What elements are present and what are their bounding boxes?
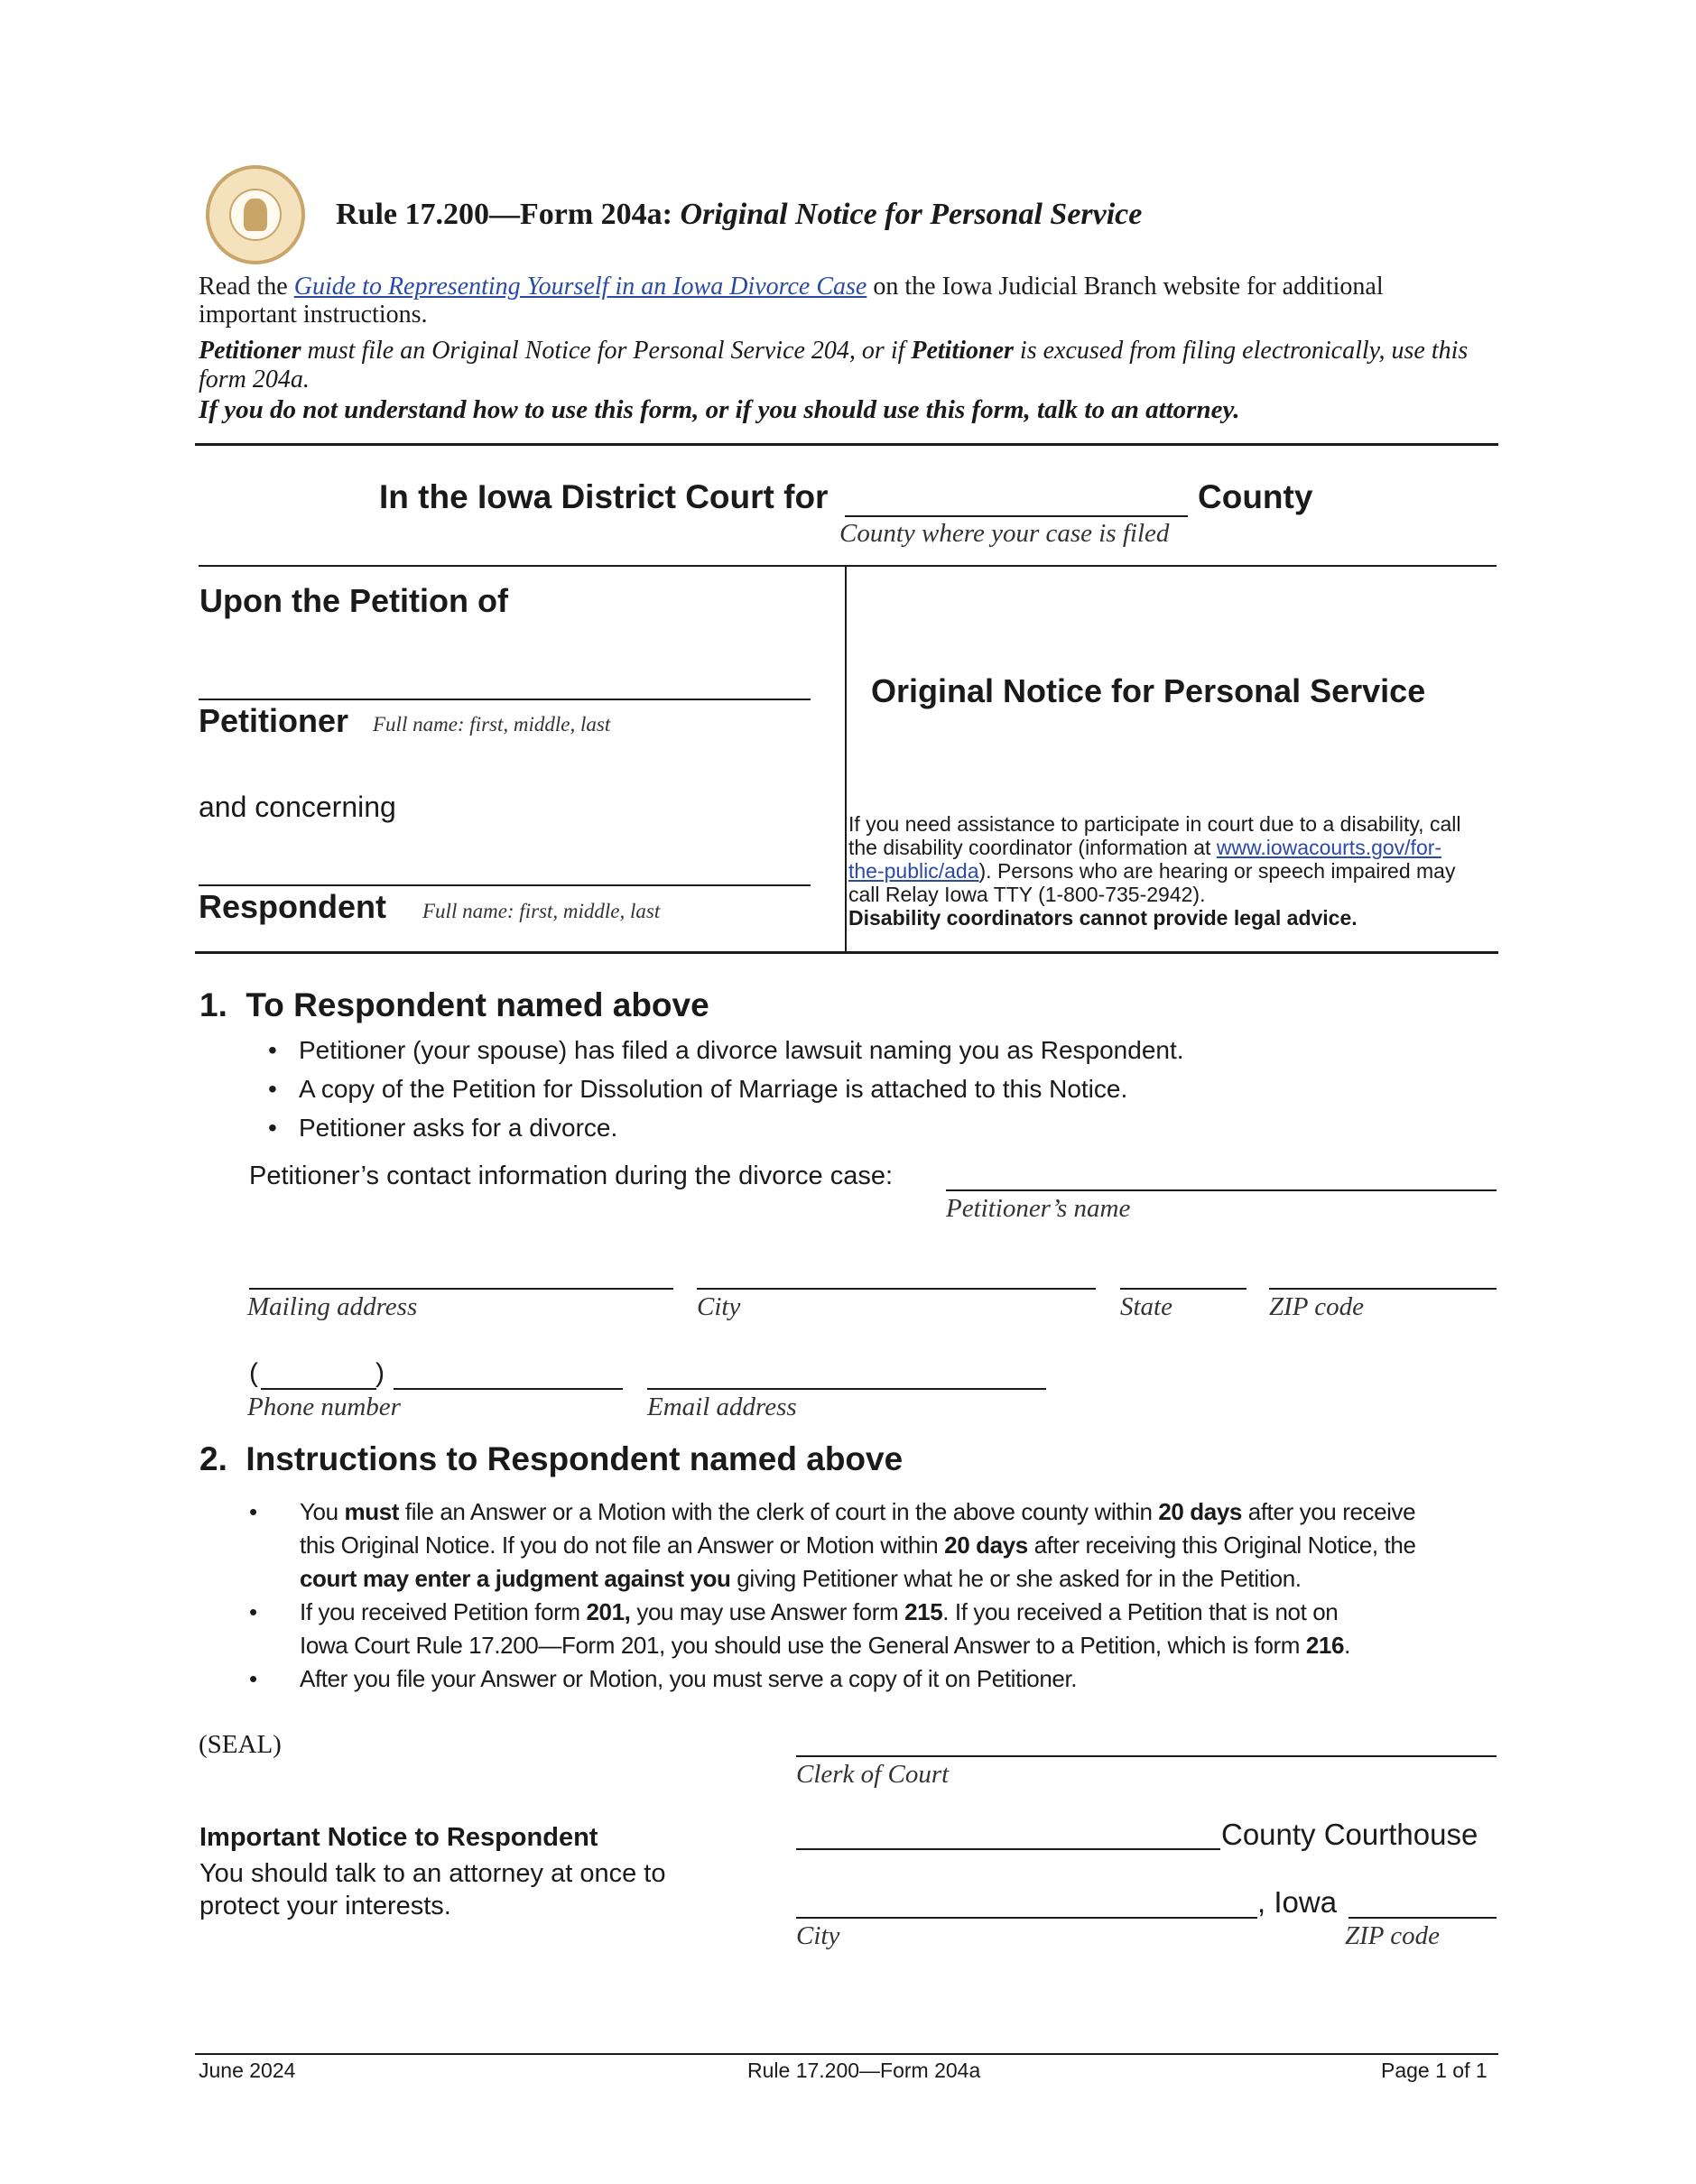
instruction-text: giving Petitioner what he or she asked for in the Petition. — [737, 1565, 1302, 1592]
instruction-text: after receiving this Original Notice, the — [1033, 1532, 1416, 1559]
instruction-text: this Original Notice. If you do not file an Answer or Motion within — [300, 1532, 939, 1559]
ada-link[interactable]: www.iowacourts.gov/for- — [1216, 836, 1442, 859]
court-prefix: In the Iowa District Court for — [379, 478, 829, 515]
instruction-text: You — [300, 1498, 338, 1525]
emphasis: court may enter a judgment against you — [300, 1565, 731, 1592]
respondent-hint: Full name: first, middle, last — [422, 900, 661, 922]
seal-placeholder: (SEAL) — [199, 1730, 282, 1759]
intro-text: is excused from filing electronically, use this — [1019, 337, 1469, 365]
instruction-line — [300, 1629, 1513, 1662]
form-header — [336, 198, 1142, 232]
bullet-icon: • — [268, 1114, 277, 1142]
guide-link[interactable]: Guide to Representing Yourself in an Iowa Divorce Case — [293, 273, 867, 301]
footer-page: Page 1 of 1 — [1381, 2059, 1487, 2082]
instruction-text: . — [1344, 1632, 1350, 1659]
instruction-bullet — [249, 1596, 1513, 1662]
instruction-line — [300, 1562, 1513, 1596]
intro-form-line: form 204a. — [199, 366, 310, 393]
important-notice-text: protect your interests. — [199, 1892, 451, 1920]
city-field[interactable] — [697, 1288, 1096, 1290]
petitioner-term: Petitioner — [199, 337, 301, 365]
courthouse-zip-field[interactable] — [1348, 1917, 1497, 1919]
ada-text: call Relay Iowa TTY (1-800-735-2942). — [848, 883, 1206, 906]
petitioner-contact-name-field[interactable] — [946, 1189, 1497, 1191]
intro-text: Read the — [199, 273, 288, 301]
ada-line — [848, 836, 1498, 859]
phone-caption: Phone number — [247, 1393, 401, 1421]
section-number: 2. — [199, 1440, 227, 1477]
clerk-caption: Clerk of Court — [796, 1760, 950, 1789]
instruction-line — [300, 1596, 1513, 1629]
footer-divider — [195, 2053, 1498, 2055]
footer-form: Rule 17.200—Form 204a — [747, 2059, 981, 2082]
footer-date: June 2024 — [199, 2059, 296, 2082]
section1-bullet: Petitioner (your spouse) has filed a divorce lawsuit naming you as Respondent. — [299, 1036, 1184, 1064]
email-field[interactable] — [647, 1388, 1046, 1390]
court-suffix: County — [1198, 478, 1313, 515]
city-caption: City — [697, 1292, 741, 1321]
petitioner-hint: Full name: first, middle, last — [373, 713, 611, 736]
emphasis: 215 — [904, 1598, 943, 1625]
ada-link-cont[interactable]: the-public/ada — [848, 859, 979, 883]
and-concerning-label: and concerning — [199, 791, 396, 823]
attorney-warning: If you do not understand how to use this form, or if you should use this form, talk to an attorney. — [199, 395, 1240, 424]
courthouse-city-field[interactable] — [796, 1917, 1257, 1919]
courthouse-county-field[interactable] — [796, 1848, 1220, 1850]
ada-text: the disability coordinator (information at — [848, 836, 1211, 859]
courthouse-zip-caption: ZIP code — [1345, 1921, 1440, 1950]
iowa-label: , Iowa — [1257, 1885, 1338, 1919]
instruction-bullet — [249, 1662, 1513, 1696]
emphasis: 216 — [1305, 1632, 1345, 1659]
important-notice-title: Important Notice to Respondent — [199, 1823, 598, 1852]
mailing-address-caption: Mailing address — [247, 1292, 418, 1321]
instruction-text: after you receive — [1247, 1498, 1416, 1525]
county-field[interactable] — [845, 515, 1188, 517]
respondent-name-field[interactable] — [199, 884, 811, 886]
ada-text: ). Persons who are hearing or speech impaired may — [978, 859, 1456, 883]
state-caption: State — [1120, 1292, 1172, 1321]
instruction-text: If you received Petition form — [300, 1598, 580, 1625]
contact-info-label: Petitioner’s contact information during the divorce case: — [249, 1161, 894, 1190]
upon-petition-label: Upon the Petition of — [199, 582, 508, 619]
area-code-field[interactable] — [261, 1388, 376, 1390]
instruction-line: After you file your Answer or Motion, you must serve a copy of it on Petitioner. — [300, 1665, 1078, 1692]
phone-paren-open: ( — [249, 1358, 258, 1388]
phone-number-field[interactable] — [394, 1388, 623, 1390]
section1-heading — [199, 986, 709, 1024]
zip-field[interactable] — [1269, 1288, 1497, 1290]
caption-top-border — [199, 565, 1497, 567]
email-caption: Email address — [647, 1393, 797, 1421]
intro-text: must file an Original Notice for Personal Service 204, or if — [307, 337, 905, 365]
section2-bullets — [249, 1495, 1513, 1696]
section-title: Instructions to Respondent named above — [246, 1440, 904, 1477]
emphasis: 201, — [586, 1598, 631, 1625]
clerk-signature-field[interactable] — [796, 1755, 1497, 1757]
important-notice-text: You should talk to an attorney at once to — [199, 1859, 666, 1888]
notice-title: Original Notice for Personal Service — [871, 672, 1426, 709]
courthouse-city-caption: City — [796, 1921, 840, 1950]
ada-bold-text: Disability coordinators cannot provide legal advice. — [848, 906, 1358, 930]
instruction-text: you may use Answer form — [636, 1598, 899, 1625]
form-title: Original Notice for Personal Service — [680, 198, 1143, 231]
petitioner-label: Petitioner — [199, 702, 349, 739]
caption-bottom-border — [195, 951, 1498, 954]
section1-bullet: A copy of the Petition for Dissolution of Marriage is attached to this Notice. — [299, 1075, 1128, 1103]
ada-line — [848, 859, 1498, 883]
county-caption: County where your case is filed — [839, 519, 1170, 548]
rule-number: Rule 17.200—Form 204a: — [336, 198, 673, 231]
petitioner-name-caption: Petitioner’s name — [946, 1194, 1131, 1223]
intro-petitioner-line — [199, 337, 1468, 366]
judicial-branch-seal-icon — [206, 165, 305, 264]
emphasis: 20 days — [1158, 1498, 1242, 1525]
section2-heading — [199, 1440, 903, 1478]
bullet-icon: • — [249, 1665, 257, 1692]
section1-bullet: Petitioner asks for a divorce. — [299, 1114, 618, 1142]
phone-paren-close: ) — [375, 1358, 385, 1388]
ada-notice — [848, 812, 1498, 930]
bullet-icon: • — [268, 1075, 277, 1103]
emphasis: must — [344, 1498, 400, 1525]
caption-divider — [845, 566, 847, 952]
state-field[interactable] — [1120, 1288, 1247, 1290]
bullet-icon: • — [268, 1036, 277, 1064]
emphasis: 20 days — [944, 1532, 1028, 1559]
mailing-address-field[interactable] — [249, 1288, 673, 1290]
instruction-line — [300, 1495, 1513, 1529]
intro-line-1 — [199, 273, 1384, 301]
instruction-text: file an Answer or a Motion with the clerk of court in the above county within — [404, 1498, 1153, 1525]
instruction-text: Iowa Court Rule 17.200—Form 201, you should use the General Answer to a Petition, which is form — [300, 1632, 1301, 1659]
instruction-line — [300, 1529, 1513, 1562]
intro-line-2: important instructions. — [199, 301, 428, 329]
petitioner-name-field[interactable] — [199, 699, 811, 700]
respondent-label: Respondent — [199, 888, 387, 925]
divider — [195, 443, 1498, 446]
courthouse-label: County Courthouse — [1221, 1818, 1478, 1851]
intro-text: on the Iowa Judicial Branch website for additional — [873, 273, 1384, 301]
section-number: 1. — [199, 986, 227, 1023]
zip-caption: ZIP code — [1269, 1292, 1364, 1321]
ada-text: If you need assistance to participate in court due to a disability, call — [848, 812, 1461, 836]
instruction-text: . If you received a Petition that is not on — [942, 1598, 1339, 1625]
section-title: To Respondent named above — [246, 986, 709, 1023]
petitioner-term: Petitioner — [911, 337, 1014, 365]
bullet-icon: • — [249, 1598, 257, 1625]
instruction-bullet — [249, 1495, 1513, 1596]
bullet-icon: • — [249, 1498, 257, 1525]
